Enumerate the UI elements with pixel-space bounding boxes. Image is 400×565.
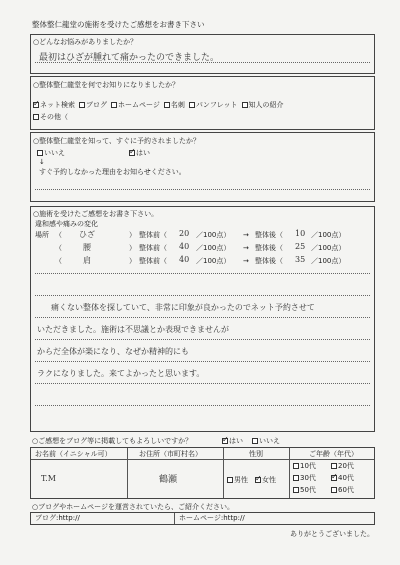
age-10s-option[interactable]: 10代 bbox=[293, 462, 316, 471]
header-divider bbox=[289, 459, 374, 460]
comment-line-4: ラクになりました。来てよかったと思います。 bbox=[37, 369, 205, 378]
arrow-right-icon: → bbox=[243, 231, 249, 239]
age-40s-option[interactable]: ✓ 40代 bbox=[331, 474, 354, 483]
checkbox-icon bbox=[79, 102, 85, 108]
before-score: 40 bbox=[179, 242, 190, 251]
before-label: 整体前（ bbox=[139, 244, 167, 252]
down-arrow-icon: ↓ bbox=[39, 158, 45, 166]
q5-yes-option[interactable]: ✓ はい bbox=[222, 437, 243, 446]
age-header: ご年齢（年代） bbox=[309, 450, 358, 458]
option-net-search[interactable]: ✓ネット検索 bbox=[33, 101, 75, 110]
q3-reason-prompt: すぐ予約しなかった理由をお知らせください。 bbox=[39, 168, 186, 176]
blog-url-field[interactable]: ブログ:http:// bbox=[35, 514, 80, 522]
comment-line-1: 痛くない整体を探していて、非常に印象が良かったのでネット予約させて bbox=[51, 303, 315, 312]
place-label: 場所 bbox=[35, 231, 49, 239]
checkbox-icon bbox=[242, 102, 248, 108]
q1-line bbox=[35, 62, 370, 63]
name-value: T.M bbox=[41, 474, 56, 483]
thanks-message: ありがとうございました。 bbox=[290, 530, 374, 538]
after-label: 整体後（ bbox=[255, 257, 283, 265]
comment-line bbox=[35, 273, 370, 274]
comment-line-3: からだ全体が楽になり、なぜか精神的にも bbox=[37, 347, 189, 356]
checkbox-icon bbox=[33, 114, 39, 120]
q3-question: ○整体整仁龍堂を知って、すぐに予約されましたか？ bbox=[33, 137, 200, 145]
age-50s-option[interactable]: 50代 bbox=[293, 486, 316, 495]
before-label: 整体前（ bbox=[139, 231, 167, 239]
checkbox-icon bbox=[111, 102, 117, 108]
comment-line bbox=[35, 295, 370, 296]
place-open-paren: （ bbox=[55, 257, 62, 265]
q5-question: ○ご感想をブログ等に掲載してもよろしいですか？ bbox=[32, 437, 193, 445]
comment-line bbox=[35, 361, 370, 362]
gender-header: 性別 bbox=[249, 450, 263, 458]
header-divider bbox=[31, 459, 289, 460]
place-value: 肩 bbox=[83, 256, 91, 265]
q2-question: ○整体整仁龍堂を何でお知りになりましたか？ bbox=[33, 81, 180, 89]
q4-section bbox=[30, 206, 375, 432]
q3-line bbox=[35, 189, 370, 190]
before-points: ／100点） bbox=[196, 244, 231, 252]
column-divider bbox=[289, 448, 290, 498]
q2-options bbox=[33, 101, 288, 110]
after-score: 35 bbox=[295, 255, 306, 264]
option-business-card[interactable]: 名刺 bbox=[164, 101, 185, 110]
checkbox-icon bbox=[331, 487, 337, 493]
after-label: 整体後（ bbox=[255, 244, 283, 252]
after-score: 25 bbox=[295, 242, 306, 251]
q5-no-option[interactable]: いいえ bbox=[252, 437, 280, 446]
arrow-right-icon: → bbox=[243, 244, 249, 252]
option-pamphlet[interactable]: パンフレット bbox=[189, 101, 238, 110]
before-label: 整体前（ bbox=[139, 257, 167, 265]
blog-url-box bbox=[30, 512, 375, 525]
option-referral[interactable]: 知人の紹介 bbox=[242, 101, 284, 110]
before-points: ／100点） bbox=[196, 231, 231, 239]
checkbox-icon bbox=[129, 150, 135, 156]
place-value: 腰 bbox=[83, 243, 91, 252]
column-divider bbox=[174, 513, 175, 524]
after-points: ／100点） bbox=[311, 257, 346, 265]
comment-line-2: いただきました。施術は不思議とか表現できませんが bbox=[37, 325, 229, 334]
form-title: 整体整仁龍堂の施術を受けたご感想をお書き下さい bbox=[32, 20, 205, 29]
after-score: 10 bbox=[295, 229, 306, 238]
q3-no-option[interactable]: いいえ bbox=[37, 149, 65, 158]
checkbox-icon bbox=[293, 463, 299, 469]
after-points: ／100点） bbox=[311, 231, 346, 239]
q2-section bbox=[30, 76, 375, 130]
address-value: 鶴瀬 bbox=[159, 475, 178, 485]
option-homepage[interactable]: ホームページ bbox=[111, 101, 160, 110]
checkbox-icon bbox=[252, 438, 258, 444]
after-points: ／100点） bbox=[311, 244, 346, 252]
age-30s-option[interactable]: 30代 bbox=[293, 474, 316, 483]
q4-question: ○施術を受けたご感想をお書き下さい。 bbox=[33, 210, 159, 218]
q1-section bbox=[30, 34, 375, 74]
name-header: お名前（イニシャル可） bbox=[35, 450, 112, 458]
age-20s-option[interactable]: 20代 bbox=[331, 462, 354, 471]
place-close-paren: ） bbox=[129, 231, 136, 239]
gender-female-option[interactable]: ✓ 女性 bbox=[255, 476, 276, 485]
checkbox-icon bbox=[164, 102, 170, 108]
checkbox-icon bbox=[255, 477, 261, 483]
change-title: 違和感や痛みの変化 bbox=[35, 220, 98, 228]
column-divider bbox=[223, 448, 224, 498]
comment-line bbox=[35, 405, 370, 406]
checkbox-icon bbox=[331, 475, 337, 481]
place-value: ひざ bbox=[79, 230, 95, 239]
checkbox-icon bbox=[33, 102, 39, 108]
address-header: お住所（市町村名） bbox=[139, 450, 202, 458]
place-close-paren: ） bbox=[129, 257, 136, 265]
before-score: 20 bbox=[179, 229, 190, 238]
option-other[interactable]: その他（ bbox=[33, 113, 68, 122]
homepage-url-field[interactable]: ホームページ:http:// bbox=[179, 514, 245, 522]
comment-line bbox=[35, 317, 370, 318]
blog-question: ○ブログやホームページを運営されていたら、ご紹介ください。 bbox=[32, 503, 234, 511]
q3-yes-option[interactable]: ✓ はい bbox=[129, 149, 150, 158]
checkbox-icon bbox=[222, 438, 228, 444]
place-open-paren: （ bbox=[55, 231, 62, 239]
gender-male-option[interactable]: 男性 bbox=[227, 476, 248, 485]
checkbox-icon bbox=[227, 477, 233, 483]
checkbox-icon bbox=[331, 463, 337, 469]
checkbox-icon bbox=[293, 487, 299, 493]
q1-answer: 最初はひざが腫れて痛かったのできました。 bbox=[39, 53, 220, 63]
column-divider bbox=[127, 448, 128, 498]
comment-line bbox=[35, 339, 370, 340]
q1-question: ○どんなお悩みがありましたか？ bbox=[33, 38, 138, 46]
profile-table bbox=[30, 447, 375, 499]
checkbox-icon bbox=[37, 150, 43, 156]
before-points: ／100点） bbox=[196, 257, 231, 265]
age-60s-option[interactable]: 60代 bbox=[331, 486, 354, 495]
q3-section bbox=[30, 132, 375, 202]
place-close-paren: ） bbox=[129, 244, 136, 252]
comment-line bbox=[35, 383, 370, 384]
before-score: 40 bbox=[179, 255, 190, 264]
after-label: 整体後（ bbox=[255, 231, 283, 239]
place-open-paren: （ bbox=[55, 244, 62, 252]
arrow-right-icon: → bbox=[243, 257, 249, 265]
checkbox-icon bbox=[293, 475, 299, 481]
option-blog[interactable]: ブログ bbox=[79, 101, 107, 110]
checkbox-icon bbox=[189, 102, 195, 108]
